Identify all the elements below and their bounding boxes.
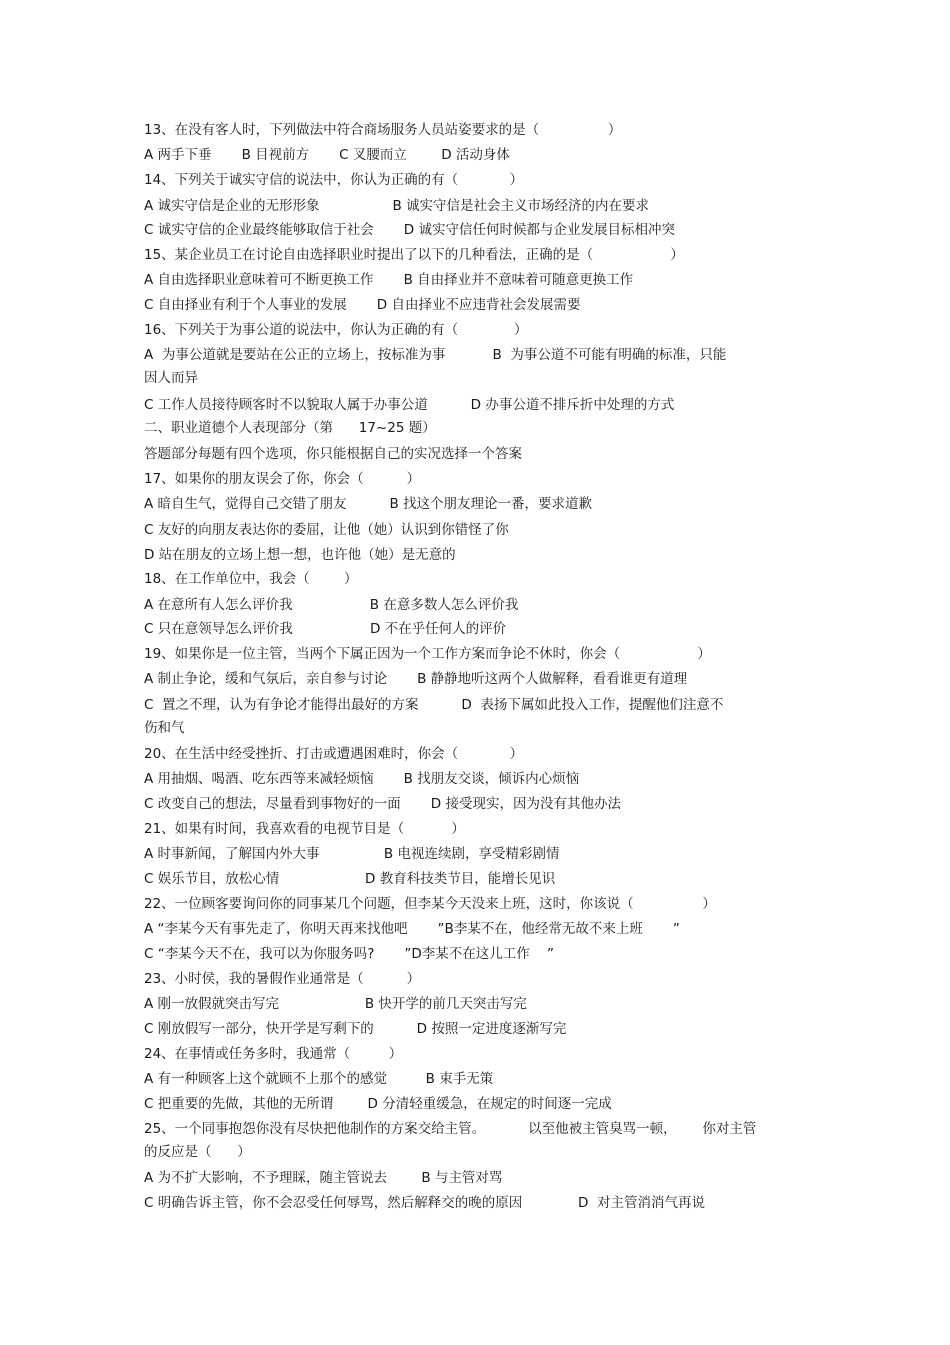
question-18-options-cd: C 只在意领导怎么评价我 D 不在乎任何人的评价 — [144, 621, 507, 637]
question-14: 14、下列关于诚实守信的说法中，你认为正确的有（ ） — [144, 172, 524, 188]
question-17-option-d: D 站在朋友的立场上想一想，也许他（她）是无意的 — [144, 547, 456, 563]
question-18: 18、在工作单位中，我会（ ） — [144, 571, 358, 587]
question-20: 20、在生活中经受挫折、打击或遭遇困难时，你会（ ） — [144, 746, 524, 762]
question-13-options: A 两手下垂 B 目视前方 C 叉腰而立 D 活动身体 — [144, 147, 510, 163]
question-25-options-cd: C 明确告诉主管，你不会忍受任何辱骂，然后解释交的晚的原因 D 对主管消消气再说 — [144, 1195, 705, 1211]
question-21: 21、如果有时间，我喜欢看的电视节目是（ ） — [144, 821, 465, 837]
question-19-options-cd-cont: 伤和气 — [144, 720, 185, 736]
question-21-options-ab: A 时事新闻，了解国内外大事 B 电视连续剧，享受精彩剧情 — [144, 846, 560, 862]
question-24: 24、在事情或任务多时，我通常（ ） — [144, 1046, 403, 1062]
question-19: 19、如果你是一位主管，当两个下属正因为一个工作方案而争论不休时，你会（ ） — [144, 646, 711, 662]
question-25: 25、一个同事抱怨你没有尽快把他制作的方案交给主管。 以至他被主管臭骂一顿， 你对主管 — [144, 1121, 757, 1137]
question-24-options-ab: A 有一种顾客上这个就顾不上那个的感觉 B 束手无策 — [144, 1071, 494, 1087]
question-23: 23、小时侯，我的暑假作业通常是（ ） — [144, 971, 421, 987]
question-22-options-ab: A “李某今天有事先走了，你明天再来找他吧 ”B李某不在，他经常无故不来上班 ” — [144, 921, 680, 937]
question-19-options-cd: C 置之不理，认为有争论才能得出最好的方案 D 表扬下属如此投入工作，提醒他们注意不 — [144, 697, 724, 713]
question-14-options-cd: C 诚实守信的企业最终能够取信于社会 D 诚实守信任何时候都与企业发展目标相冲突 — [144, 222, 675, 238]
question-16-options-ab: A 为事公道就是要站在公正的立场上，按标准为事 B 为事公道不可能有明确的标准，只能 — [144, 347, 727, 363]
question-20-options-ab: A 用抽烟、喝酒、吃东西等来减轻烦恼 B 找朋友交谈，倾诉内心烦恼 — [144, 771, 580, 787]
section-2-instructions: 答题部分每题有四个选项，你只能根据自己的实况选择一个答案 — [144, 446, 522, 462]
question-20-options-cd: C 改变自己的想法，尽量看到事物好的一面 D 接受现实，因为没有其他办法 — [144, 796, 621, 812]
question-19-options-ab: A 制止争论，缓和气氛后，亲自参与讨论 B 静静地听这两个人做解释，看看谁更有道理 — [144, 671, 688, 687]
question-16: 16、下列关于为事公道的说法中，你认为正确的有（ ） — [144, 322, 528, 338]
question-16-options-ab-cont: 因人而异 — [144, 370, 198, 386]
question-21-options-cd: C 娱乐节目，放松心情 D 教育科技类节目，能增长见识 — [144, 871, 556, 887]
question-17-options-ab: A 暗自生气，觉得自己交错了朋友 B 找这个朋友理论一番，要求道歉 — [144, 496, 592, 512]
question-23-options-cd: C 刚放假写一部分，快开学是写剩下的 D 按照一定进度逐渐写完 — [144, 1021, 567, 1037]
question-13: 13、在没有客人时，下列做法中符合商场服务人员站姿要求的是（ ） — [144, 122, 622, 138]
section-2-heading: 二、职业道德个人表现部分（第 17~25 题） — [144, 420, 436, 436]
question-24-options-cd: C 把重要的先做，其他的无所谓 D 分清轻重缓急，在规定的时间逐一完成 — [144, 1096, 612, 1112]
question-25-options-ab: A 为不扩大影响，不予理睬，随主管说去 B 与主管对骂 — [144, 1170, 503, 1186]
question-18-options-ab: A 在意所有人怎么评价我 B 在意多数人怎么评价我 — [144, 597, 519, 613]
question-15-options-ab: A 自由选择职业意味着可不断更换工作 B 自由择业并不意味着可随意更换工作 — [144, 272, 634, 288]
question-25-cont: 的反应是（ ） — [144, 1144, 251, 1160]
question-17: 17、如果你的朋友误会了你，你会（ ） — [144, 471, 421, 487]
question-14-options-ab: A 诚实守信是企业的无形形象 B 诚实守信是社会主义市场经济的内在要求 — [144, 198, 650, 214]
question-23-options-ab: A 刚一放假就突击写完 B 快开学的前几天突击写完 — [144, 996, 527, 1012]
question-15-options-cd: C 自由择业有利于个人事业的发展 D 自由择业不应违背社会发展需要 — [144, 297, 581, 313]
question-22: 22、一位顾客要询问你的同事某几个问题，但李某今天没来上班，这时，你该说（ ） — [144, 896, 716, 912]
question-17-option-c: C 友好的向朋友表达你的委屈，让他（她）认识到你错怪了你 — [144, 522, 509, 538]
question-15: 15、某企业员工在讨论自由选择职业时提出了以下的几种看法，正确的是（ ） — [144, 247, 684, 263]
question-16-options-cd: C 工作人员接待顾客时不以貌取人属于办事公道 D 办事公道不排斥折中处理的方式 — [144, 397, 675, 413]
question-22-options-cd: C “李某今天不在，我可以为你服务吗? ”D李某不在这儿工作 ” — [144, 946, 554, 962]
